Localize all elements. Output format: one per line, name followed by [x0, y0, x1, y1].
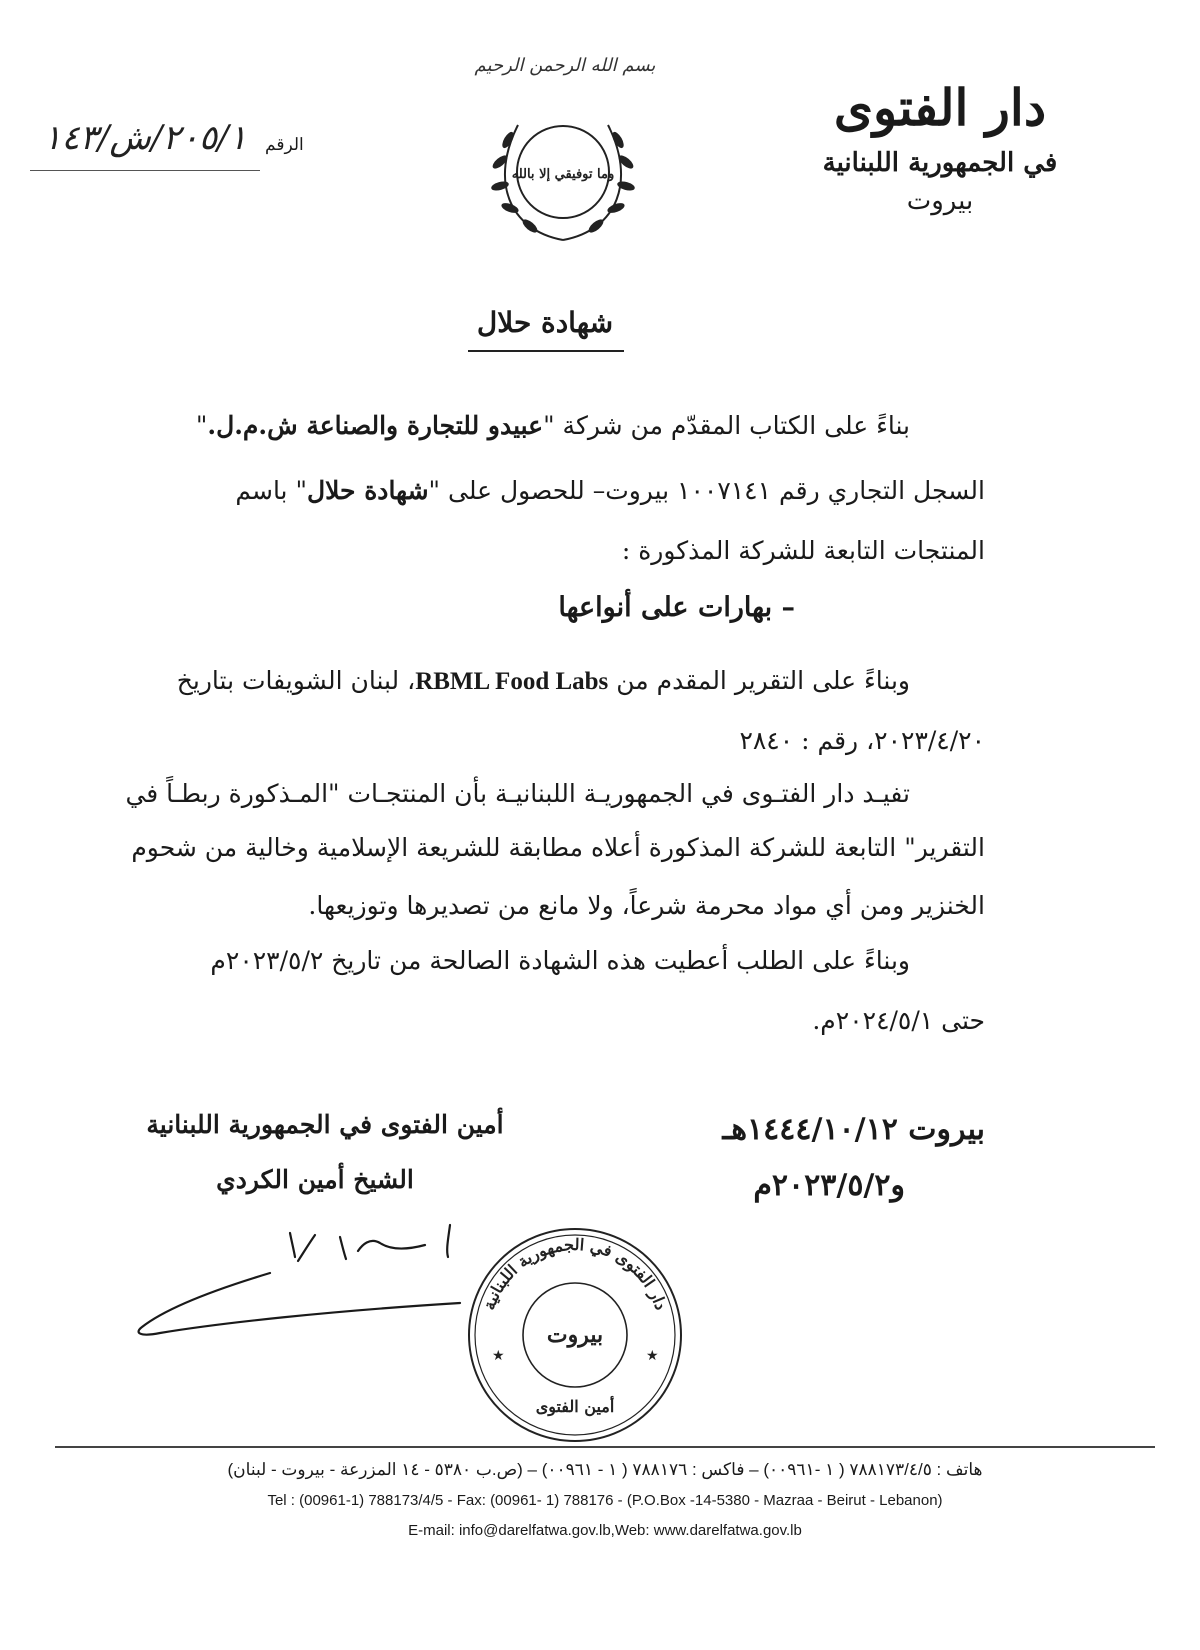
body-line-5: ٢٠٢٣/٤/٢٠، رقم : ٢٨٤٠: [739, 726, 985, 755]
body-line-10: حتى ٢٠٢٤/٥/١م.: [812, 1006, 985, 1035]
footer-contact-arabic: هاتف : ٧٨٨١٧٣/٤/٥ ( ١ -٠٠٩٦١) – فاكس : ٧٨٨١٧٦ ( ١ - ٠٠٩٦١) – (ص.ب ٥٣٨٠ - ١٤ المزرعة - بيروت - لبنان): [227, 1460, 983, 1479]
official-stamp: [460, 1220, 690, 1450]
svg-text:دار الفتوى في الجمهورية اللبنا: [479, 1235, 671, 1313]
body-line-8: الخنزير ومن أي مواد محرمة شرعاً، ولا مانع من تصديرها وتوزيعها.: [308, 891, 985, 920]
lab-name: RBML Food Labs: [415, 668, 609, 695]
organization-country: في الجمهورية اللبنانية: [822, 148, 1058, 178]
reference-label: الرقم: [265, 135, 304, 155]
product-item: – بهارات على أنواعها: [558, 592, 795, 623]
body-line-1: بناءً على الكتاب المقدّم من شركة "عبيدو للتجارة والصناعة ش.م.ل.": [195, 411, 910, 440]
emblem-motto: وما توفيقي إلا بالله: [511, 167, 615, 182]
certificate-name: شهادة حلال: [306, 476, 429, 505]
body-line-7: التقرير" التابعة للشركة المذكورة أعلاه مطابقة للشريعة الإسلامية وخالية من شحوم: [131, 833, 985, 862]
body-line-3: المنتجات التابعة للشركة المذكورة :: [621, 536, 985, 565]
footer-email-web: E-mail: info@darelfatwa.gov.lb,Web: www.darelfatwa.gov.lb: [408, 1522, 802, 1539]
signatory-title: أمين الفتوى في الجمهورية اللبنانية: [146, 1110, 504, 1139]
signatory-name: الشيخ أمين الكردي: [216, 1165, 414, 1194]
company-name: عبيدو للتجارة والصناعة ش.م.ل.: [207, 411, 544, 440]
title-underline: [468, 350, 624, 352]
date-hijri: بيروت ١٤٤٤/١٠/١٢هـ: [722, 1112, 985, 1147]
body-line-9: وبناءً على الطلب أعطيت هذه الشهادة الصالحة من تاريخ ٢٠٢٣/٥/٢م: [210, 946, 910, 975]
stamp-outer-text: دار الفتوى في الجمهورية اللبنانية: [479, 1234, 671, 1313]
body-line-6: تفيـد دار الفتـوى في الجمهوريـة اللبنانيـة بأن المنتجـات "المـذكورة ربطـاً في: [125, 779, 910, 808]
footer-contact-english: Tel : (00961-1) 788173/4/5 - Fax: (00961- 1) 788176 - (P.O.Box -14-5380 - Mazraa - Beirut - Lebanon): [267, 1492, 943, 1509]
footer-divider: [55, 1446, 1155, 1448]
stamp-bottom-text: أمين الفتوى: [535, 1397, 615, 1416]
star-icon: ★: [492, 1348, 505, 1364]
basmala-calligraphy: بسم الله الرحمن الرحيم: [474, 55, 656, 76]
stamp-center-text: بيروت: [546, 1322, 604, 1348]
body-line-4: وبناءً على التقرير المقدم من RBML Food Labs، لبنان الشويفات بتاريخ: [176, 666, 910, 695]
date-gregorian: و٢٠٢٣/٥/٢م: [753, 1168, 905, 1203]
reference-underline: [30, 170, 260, 171]
organization-city: بيروت: [906, 186, 974, 216]
body-line-2: السجل التجاري رقم ١٠٠٧١٤١ بيروت– للحصول على "شهادة حلال" باسم: [235, 476, 985, 505]
handwritten-signature: [130, 1215, 490, 1365]
emblem-wreath-icon: [478, 100, 648, 250]
document-title: شهادة حلال: [476, 306, 614, 339]
organization-name: دار الفتوى: [833, 78, 1047, 137]
reference-number: ٢٠٥/١/ش/١٤٣: [43, 118, 247, 158]
star-icon: ★: [646, 1348, 659, 1364]
